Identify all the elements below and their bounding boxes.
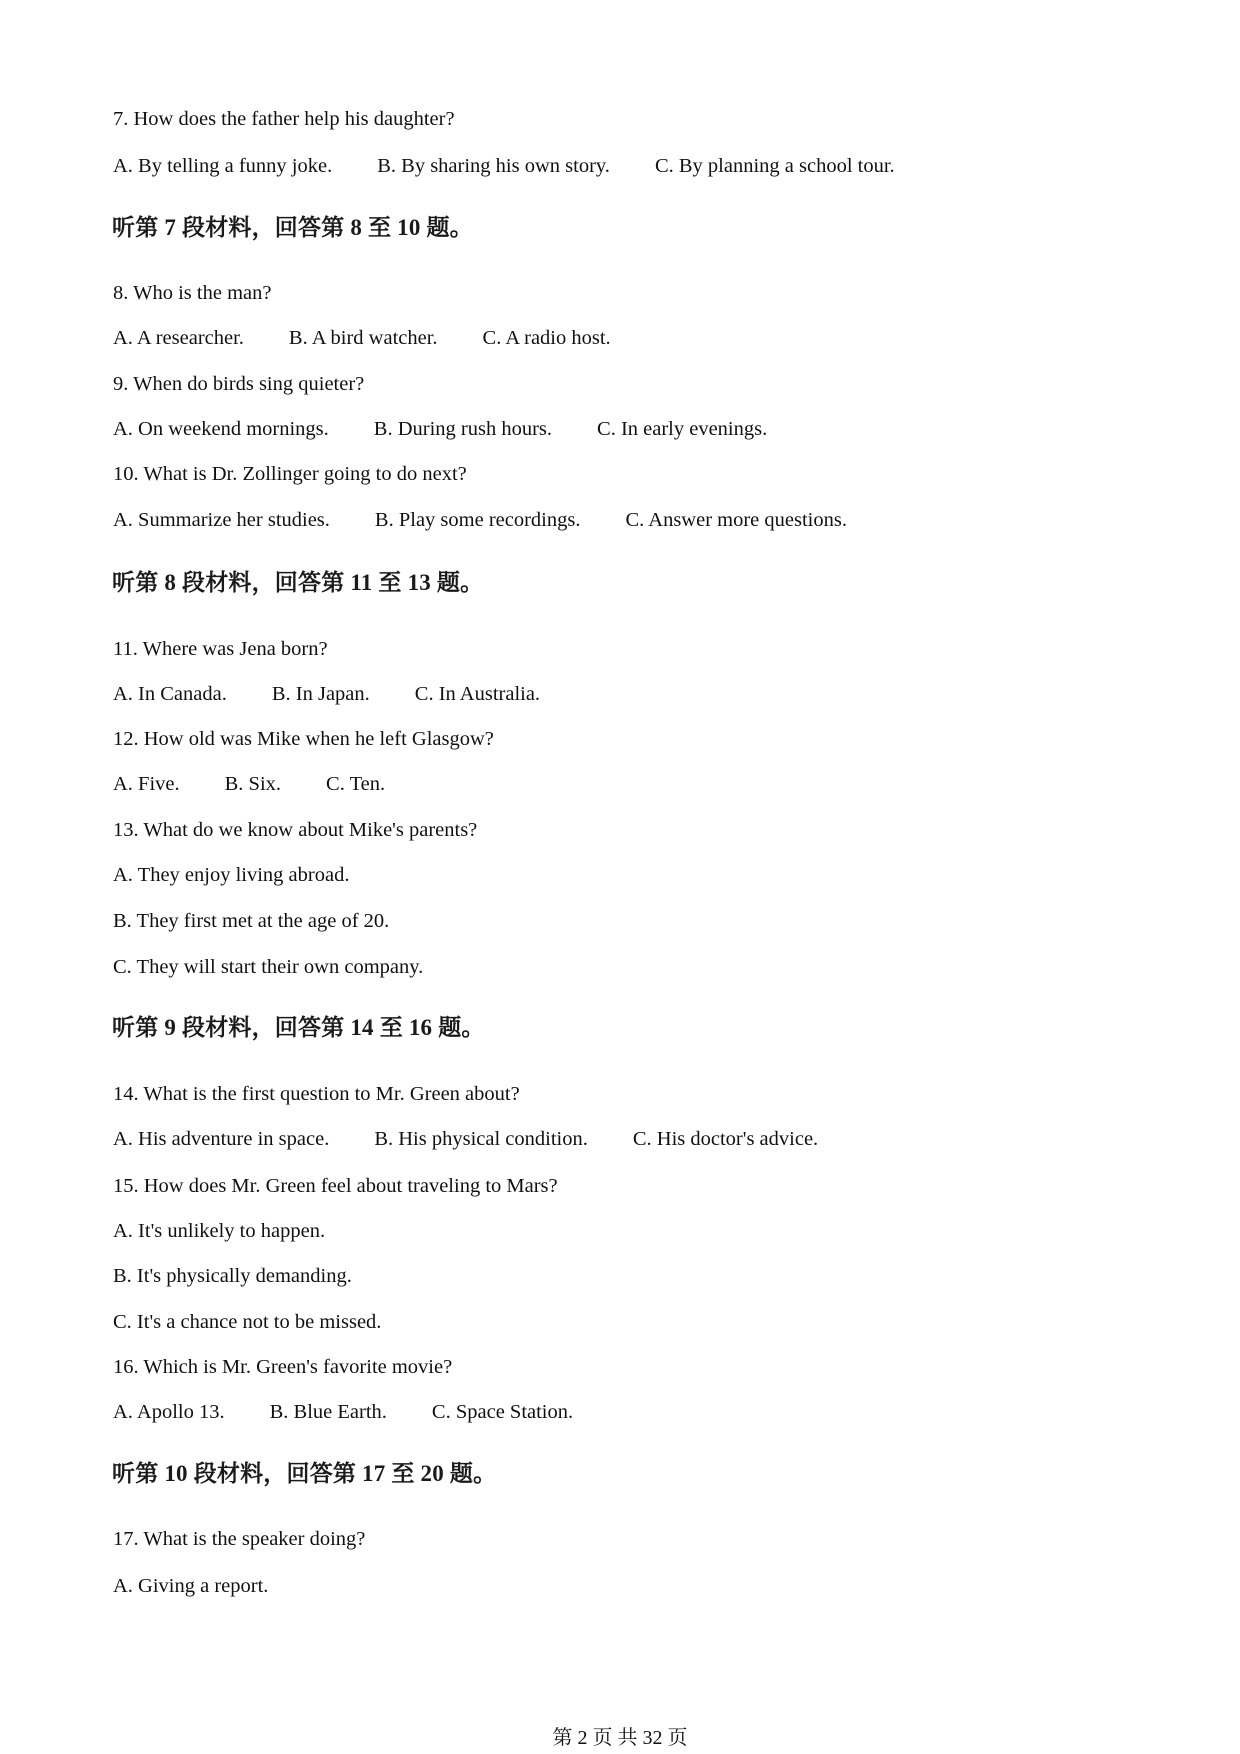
question-8-options	[113, 325, 611, 351]
option-b: B. Play some recordings.	[374, 509, 581, 531]
question-11: 11. Where was Jena born?	[113, 638, 328, 660]
question-13: 13. What do we know about Mike's parents?	[113, 819, 478, 841]
question-16: 16. Which is Mr. Green's favorite movie?	[113, 1356, 453, 1378]
question-17-option-a: A. Giving a report.	[113, 1575, 269, 1597]
option-c: C. By planning a school tour.	[654, 155, 895, 177]
question-13-option-c: C. They will start their own company.	[113, 956, 424, 978]
option-b: B. By sharing his own story.	[377, 155, 610, 177]
option-a: A. Summarize her studies.	[113, 509, 330, 531]
question-15-option-c: C. It's a chance not to be missed.	[113, 1311, 382, 1333]
question-12-options	[113, 771, 385, 797]
option-a: A. By telling a funny joke.	[113, 155, 333, 177]
section-heading-10: 听第 10 段材料，回答第 17 至 20 题。	[112, 1461, 497, 1486]
question-17: 17. What is the speaker doing?	[113, 1528, 366, 1550]
option-c: C. Answer more questions.	[625, 509, 847, 531]
option-a: A. Apollo 13.	[113, 1401, 225, 1423]
option-b: B. His physical condition.	[374, 1128, 588, 1150]
question-15-option-a: A. It's unlikely to happen.	[113, 1220, 326, 1242]
section-heading-7: 听第 7 段材料，回答第 8 至 10 题。	[112, 215, 473, 240]
option-c: C. A radio host.	[482, 327, 611, 349]
option-b: B. In Japan.	[271, 683, 370, 705]
section-heading-8: 听第 8 段材料，回答第 11 至 13 题。	[112, 570, 484, 595]
option-b: B. A bird watcher.	[288, 327, 438, 349]
question-10-options	[113, 507, 847, 533]
option-a: A. His adventure in space.	[113, 1128, 330, 1150]
question-15-option-b: B. It's physically demanding.	[113, 1265, 352, 1287]
option-c: C. In early evenings.	[597, 418, 768, 440]
option-a: A. Five.	[113, 773, 180, 795]
question-14: 14. What is the first question to Mr. Green about?	[113, 1083, 520, 1105]
option-c: C. Space Station.	[431, 1401, 574, 1423]
question-10: 10. What is Dr. Zollinger going to do next?	[113, 463, 467, 485]
question-9-options	[113, 416, 767, 442]
question-13-option-a: A. They enjoy living abroad.	[113, 864, 350, 886]
option-b: B. Six.	[224, 773, 282, 795]
question-15: 15. How does Mr. Green feel about traveling to Mars?	[113, 1175, 558, 1197]
option-c: C. In Australia.	[414, 683, 541, 705]
question-7: 7. How does the father help his daughter?	[113, 108, 455, 130]
question-7-options	[113, 153, 895, 179]
section-heading-9: 听第 9 段材料，回答第 14 至 16 题。	[112, 1015, 485, 1040]
page-number-footer: 第 2 页 共 32 页	[552, 1727, 688, 1749]
question-9: 9. When do birds sing quieter?	[113, 373, 365, 395]
question-12: 12. How old was Mike when he left Glasgow?	[113, 728, 494, 750]
option-b: B. Blue Earth.	[269, 1401, 387, 1423]
question-13-option-b: B. They first met at the age of 20.	[113, 910, 390, 932]
option-a: A. In Canada.	[113, 683, 227, 705]
question-14-options	[113, 1126, 818, 1152]
option-c: C. His doctor's advice.	[632, 1128, 819, 1150]
option-a: A. On weekend mornings.	[113, 418, 329, 440]
option-c: C. Ten.	[326, 773, 386, 795]
question-8: 8. Who is the man?	[113, 282, 272, 304]
option-a: A. A researcher.	[113, 327, 244, 349]
option-b: B. During rush hours.	[373, 418, 553, 440]
question-16-options	[113, 1399, 573, 1425]
question-11-options	[113, 681, 540, 707]
